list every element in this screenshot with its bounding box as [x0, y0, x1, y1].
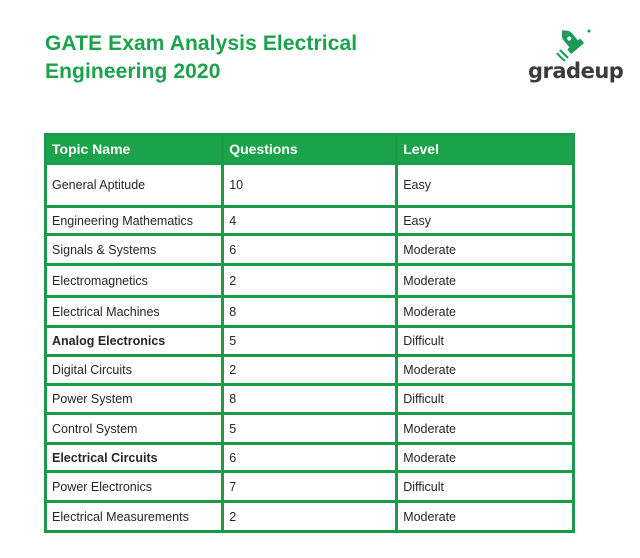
table-row — [46, 327, 574, 356]
level-cell: Difficult — [397, 385, 574, 414]
questions-cell: 10 — [223, 164, 397, 207]
questions-cell: 8 — [223, 385, 397, 414]
level-cell: Moderate — [397, 356, 574, 385]
questions-cell: 2 — [223, 356, 397, 385]
topic-cell: Signals & Systems — [46, 235, 223, 265]
gradeup-logo — [528, 28, 624, 88]
table-row — [46, 385, 574, 414]
table-row — [46, 265, 574, 297]
topic-cell: Electrical Measurements — [46, 502, 223, 532]
topic-cell: Digital Circuits — [46, 356, 223, 385]
table-row — [46, 164, 574, 207]
questions-cell: 5 — [223, 327, 397, 356]
column-header-level: Level — [397, 135, 574, 164]
topic-cell: Power System — [46, 385, 223, 414]
topic-cell: Power Electronics — [46, 472, 223, 502]
questions-cell: 6 — [223, 235, 397, 265]
level-cell: Moderate — [397, 444, 574, 472]
logo-wordmark: gradeup — [528, 59, 624, 83]
table-row — [46, 414, 574, 444]
topic-cell: Electrical Circuits — [46, 444, 223, 472]
topic-cell: Electromagnetics — [46, 265, 223, 297]
topic-cell: General Aptitude — [46, 164, 223, 207]
questions-cell: 2 — [223, 502, 397, 532]
topic-cell: Engineering Mathematics — [46, 207, 223, 235]
rocket-icon — [556, 28, 592, 62]
level-cell: Difficult — [397, 472, 574, 502]
level-cell: Moderate — [397, 414, 574, 444]
column-header-questions: Questions — [223, 135, 397, 164]
table-row — [46, 444, 574, 472]
table-row — [46, 472, 574, 502]
page-title — [45, 30, 445, 86]
questions-cell: 6 — [223, 444, 397, 472]
table-row — [46, 297, 574, 327]
exam-analysis-table — [44, 133, 575, 533]
page-title-line-1: GATE Exam Analysis Electrical — [45, 32, 358, 55]
page-title-line-2: Engineering 2020 — [45, 60, 221, 83]
topic-cell: Analog Electronics — [46, 327, 223, 356]
table-row — [46, 235, 574, 265]
topic-cell: Control System — [46, 414, 223, 444]
questions-cell: 2 — [223, 265, 397, 297]
level-cell: Difficult — [397, 327, 574, 356]
level-cell: Easy — [397, 207, 574, 235]
questions-cell: 8 — [223, 297, 397, 327]
topic-cell: Electrical Machines — [46, 297, 223, 327]
level-cell: Moderate — [397, 265, 574, 297]
questions-cell: 4 — [223, 207, 397, 235]
level-cell: Moderate — [397, 297, 574, 327]
table-header-row — [46, 135, 574, 164]
level-cell: Moderate — [397, 502, 574, 532]
column-header-topic-name: Topic Name — [46, 135, 223, 164]
table-row — [46, 502, 574, 532]
questions-cell: 5 — [223, 414, 397, 444]
table-row — [46, 356, 574, 385]
table-row — [46, 207, 574, 235]
level-cell: Easy — [397, 164, 574, 207]
level-cell: Moderate — [397, 235, 574, 265]
questions-cell: 7 — [223, 472, 397, 502]
